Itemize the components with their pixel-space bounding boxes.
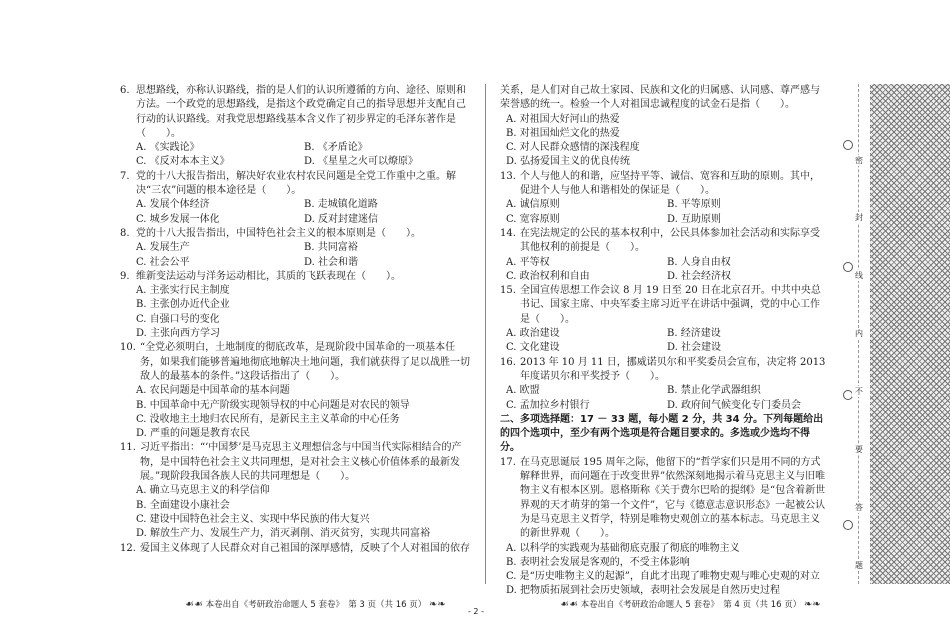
page-number: - 2 - xyxy=(468,607,484,616)
option-d: D. 弘扬爱国主义的优良传统 xyxy=(506,156,631,168)
option-b: B. 平等原则 xyxy=(667,199,721,211)
option-c: C. 对人民群众感情的深浅程度 xyxy=(506,142,640,154)
binding-char: 线 xyxy=(852,270,866,281)
option-b: B. 《矛盾论》 xyxy=(304,142,368,154)
binding-char: 封 xyxy=(852,212,866,223)
question-12: 12. 爱国主义体现了人民群众对自己祖国的深厚感情，反映了个人对祖国的依存 xyxy=(120,542,470,554)
option-c: C. 自强口号的变化 xyxy=(136,313,220,325)
option-a: A. 农民问题是中国革命的基本问题 xyxy=(136,385,290,397)
binding-hole-icon xyxy=(843,140,853,150)
option-d: D. 把物质拓展到社会历史领域，表明社会发展是自然历史过程 xyxy=(506,585,781,597)
option-d: D. 严重的问题是教育农民 xyxy=(136,428,251,440)
footer-right: ☙☙ 本卷出自《考研政治命题人 5 套卷》 第 4 页（共 16 页） ❧❧ xyxy=(560,599,821,610)
ornament-icon: ☙☙ xyxy=(560,599,578,610)
binding-pattern xyxy=(870,84,950,584)
option-c: C. 社会公平 xyxy=(136,256,190,268)
option-a: A. 平等权 xyxy=(506,256,550,268)
question-16: 16. 2013 年 10 月 11 日，挪威诺贝尔和平奖委员会宣布，决定将 2013 年度诺贝尔和平奖授予（ ）。 xyxy=(500,356,826,382)
option-a: A. 对祖国大好河山的热爱 xyxy=(506,113,620,125)
option-d: D. 反对封建迷信 xyxy=(304,213,379,225)
option-c: C. 建设中国特色社会主义、实现中华民族的伟大复兴 xyxy=(136,513,370,525)
option-a: A. 诚信原则 xyxy=(506,199,560,211)
option-d: D. 社会和谐 xyxy=(304,256,359,268)
question-7: 7. 党的十八大报告指出，解决好农业农村农民问题是全党工作重中之重。解决“三农”问题的根本途径是（ ）。 xyxy=(120,170,456,197)
question-15: 15. 全国宣传思想工作会议 8 月 19 日至 20 日在北京召开。中共中央总书记、国家主席、中央军委主席习近平在讲话中强调，党的中心工作是（ ）。 xyxy=(500,285,821,325)
question-17: 17. 在马克思诞辰 195 周年之际，他留下的“哲学家们只是用不同的方式解释世界，而问题在于改变世界”依然深刻地揭示着马克思主义与旧唯物主义有根本区别。恩格斯称《关于费尔巴哈的提纲》是“包含着新世界观的天才萌芽的第一个文件”，它与《德意志意识形态》一起被公认为是马克思主义哲学，特别是唯物史观创立的基本标志。马克思主义的新世界观（ ）。 xyxy=(500,456,826,540)
binding-char: 不 xyxy=(852,386,866,397)
option-b: B. 走城镇化道路 xyxy=(304,199,378,211)
right-column xyxy=(500,84,828,599)
binding-char: 内 xyxy=(852,328,866,339)
question-6: 6. 思想路线，亦称认识路线，指的是人们的认识所遵循的方向、途径、原则和方法。一个政党的思想路线，是指这个政党确定自己的指导思想并支配自己行动的认识路线。对我党思想路线基本含义作了初步界定的毛泽东著作是（ ）。 xyxy=(120,85,466,139)
option-d: D. 解放生产力、发展生产力，消灭剥削、消灭贫穷，实现共同富裕 xyxy=(136,528,431,540)
option-c: C. 《反对本本主义》 xyxy=(136,156,230,168)
question-7-options xyxy=(120,198,472,227)
option-c: C. 文化建设 xyxy=(506,342,560,354)
binding-char: 题 xyxy=(852,560,866,571)
ornament-icon: ☙☙ xyxy=(185,599,203,610)
option-a: A. 以科学的实践观为基础彻底克服了彻底的唯物主义 xyxy=(506,542,740,554)
option-b: B. 主张创办近代企业 xyxy=(136,299,230,311)
question-8: 8. 党的十八大报告指出，中国特色社会主义的根本原则是（ ）。 xyxy=(120,227,421,239)
option-c: C. 政治权利和自由 xyxy=(506,270,590,282)
option-a: A. 主张实行民主制度 xyxy=(136,285,230,297)
option-b: B. 经济建设 xyxy=(667,328,721,340)
option-d: D. 《星星之火可以燎原》 xyxy=(304,156,419,168)
option-c: C. 没收地主土地归农民所有，是新民主主义革命的中心任务 xyxy=(136,413,400,425)
option-d: D. 社会建设 xyxy=(667,342,722,354)
footer-left: ☙☙ 本卷出自《考研政治命题人 5 套卷》 第 3 页（共 16 页） ❧❧ xyxy=(185,599,446,610)
binding-hole-icon xyxy=(843,520,853,530)
question-6-options xyxy=(120,141,472,170)
ornament-icon: ❧❧ xyxy=(428,599,446,610)
section-heading: 二、多项选择题：17 － 33 题，每小题 2 分，共 34 分。下列每题给出的四个选项中，至少有两个选项是符合题目要求的。多选或少选均不得分。 xyxy=(500,413,824,454)
option-c: C. 是“历史唯物主义的起源”，自此才出现了唯物史观与唯心史观的对立 xyxy=(506,571,820,583)
question-14: 14. 在宪法规定的公民的基本权利中，公民具体参加社会活动和实际享受其他权利的前提是（ ）。 xyxy=(500,227,820,254)
option-b: B. 全面建设小康社会 xyxy=(136,499,230,511)
option-b: B. 对祖国灿烂文化的热爱 xyxy=(506,127,620,139)
question-14-options xyxy=(500,256,828,285)
question-13-options xyxy=(500,198,828,227)
option-d: D. 社会经济权 xyxy=(667,270,732,282)
binding-char: 要 xyxy=(852,444,866,455)
binding-char: 答 xyxy=(852,502,866,513)
option-a: A. 欧盟 xyxy=(506,385,540,397)
option-b: B. 人身自由权 xyxy=(667,256,731,268)
option-b: B. 共同富裕 xyxy=(304,242,358,254)
option-c: C. 宽容原则 xyxy=(506,213,560,225)
option-a: A. 发展生产 xyxy=(136,242,190,254)
option-a: A. 确立马克思主义的科学信仰 xyxy=(136,485,270,497)
option-d: D. 主张向西方学习 xyxy=(136,328,221,340)
option-a: A. 政治建设 xyxy=(506,328,560,340)
option-a: A. 《实践论》 xyxy=(136,142,200,154)
option-c: C. 孟加拉乡村银行 xyxy=(506,399,590,411)
option-b: B. 中国革命中无产阶级实现领导权的中心问题是对农民的领导 xyxy=(136,399,410,411)
option-b: B. 表明社会发展是客观的，不受主体影响 xyxy=(506,556,690,568)
option-a: A. 发展个体经济 xyxy=(136,199,210,211)
question-13: 13. 个人与他人的和谐，应坚持平等、诚信、宽容和互助的原则。其中，促进个人与他人和谐相处的保证是（ ）。 xyxy=(500,170,820,197)
question-10: 10. “全党必须明白，土地制度的彻底改革，是现阶段中国革命的一项基本任务，如果我们能够普遍地彻底地解决土地问题，我们就获得了足以战胜一切敌人的最基本的条件。”这段话指出了（ ）。 xyxy=(120,342,470,382)
option-d: D. 互助原则 xyxy=(667,213,722,225)
option-b: B. 禁止化学武器组织 xyxy=(667,385,761,397)
question-8-options xyxy=(120,241,472,270)
left-column xyxy=(120,84,472,556)
column-divider xyxy=(485,84,486,584)
ornament-icon: ❧❧ xyxy=(803,599,821,610)
question-11: 11. 习近平指出：“‘中国梦’是马克思主义理想信念与中国当代实际相结合的产物，是中国特色社会主义共同理想，是对社会主义核心价值体系的最新发展。”现阶段我国各族人民的共同理想是（ ）。 xyxy=(120,442,462,483)
question-12-continued: 关系，是人们对自己故土家园、民族和文化的归属感、认同感、尊严感与荣誉感的统一。检验一个人对祖国忠诚程度的试金石是指（ ）。 xyxy=(500,85,820,111)
option-c: C. 城乡发展一体化 xyxy=(136,213,220,225)
option-d: D. 政府间气候变化专门委员会 xyxy=(667,399,802,411)
question-16-options xyxy=(500,384,828,413)
question-9: 9. 维新变法运动与洋务运动相比，其质的飞跃表现在（ ）。 xyxy=(120,270,401,282)
question-15-options xyxy=(500,327,828,356)
binding-char: 密 xyxy=(852,155,866,166)
